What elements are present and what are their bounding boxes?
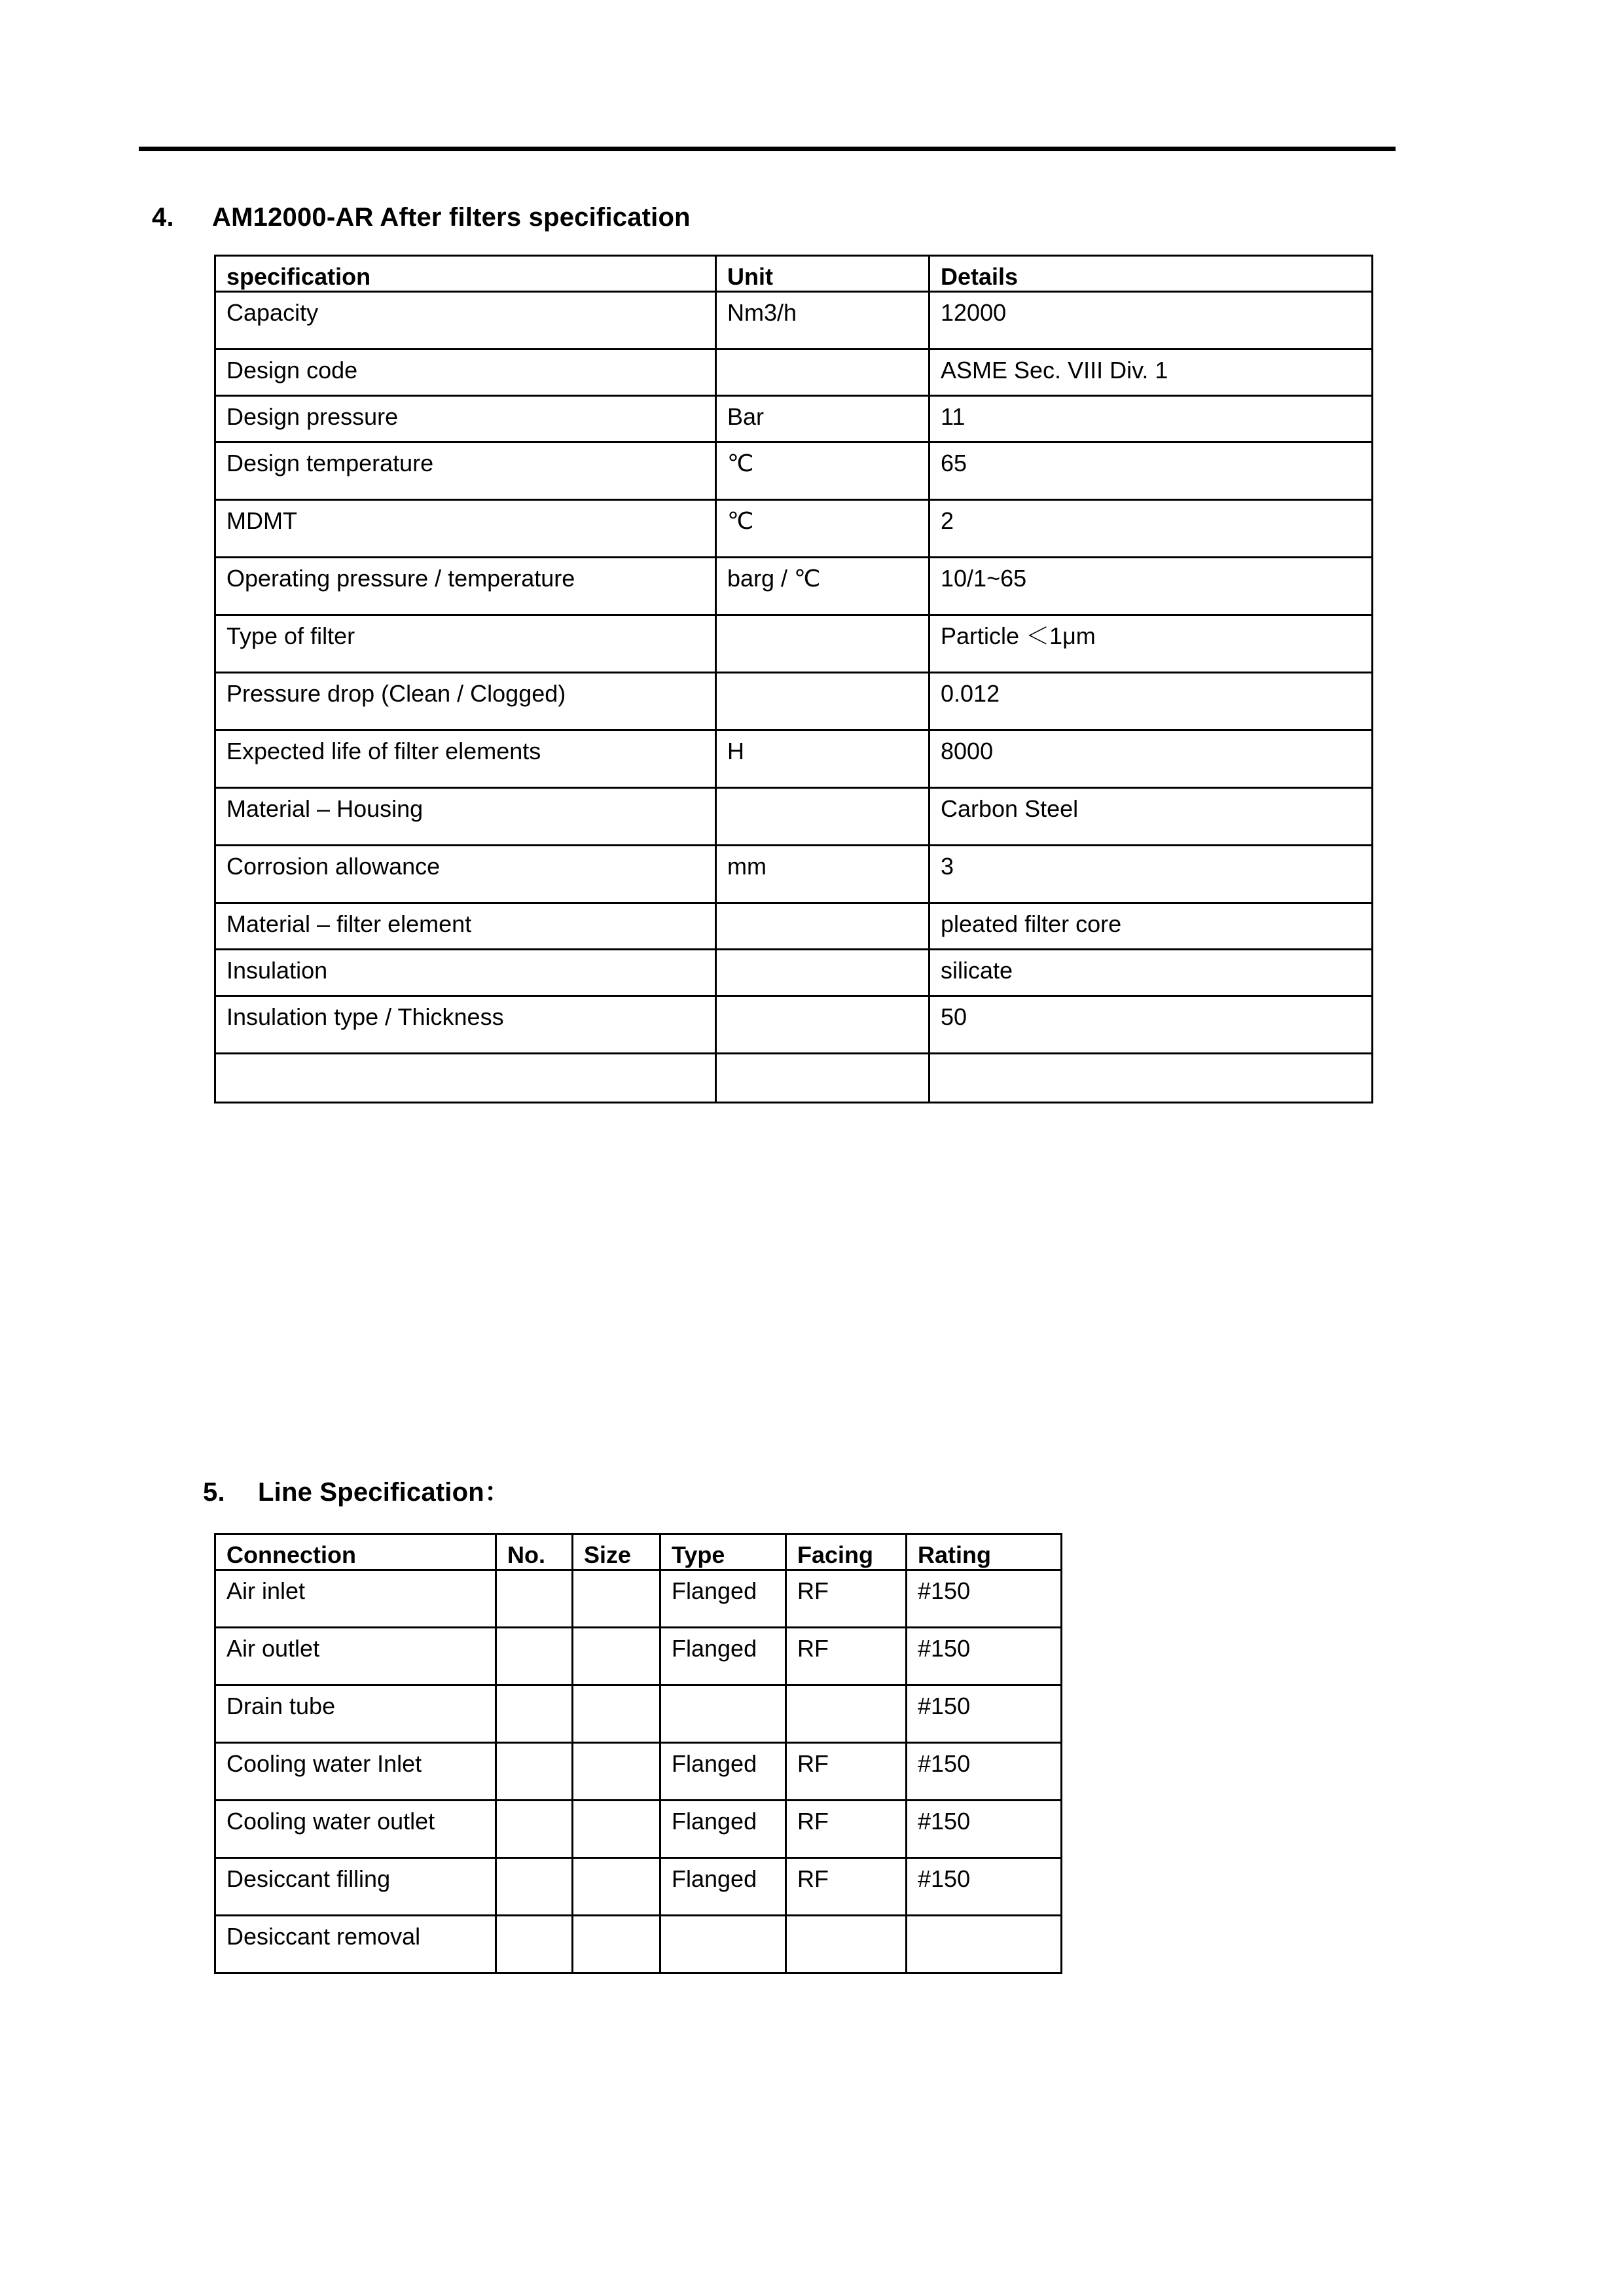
table-row (215, 846, 1373, 903)
cell-specification: MDMT (215, 500, 716, 558)
cell-rating: #150 (907, 1685, 1062, 1743)
cell-size (573, 1743, 660, 1801)
cell-unit: Nm3/h (716, 292, 929, 350)
section-title: Line Specification： (258, 1478, 511, 1507)
column-header-specification: specification (215, 256, 716, 292)
column-header-details: Details (929, 256, 1373, 292)
cell-details: 10/1~65 (929, 558, 1373, 615)
cell-unit (716, 350, 929, 396)
cell-unit: Bar (716, 396, 929, 442)
cell-no (496, 1570, 573, 1628)
cell-specification (215, 1054, 716, 1103)
table-row (215, 788, 1373, 846)
cell-facing: RF (786, 1743, 907, 1801)
cell-details: 0.012 (929, 673, 1373, 730)
section-number: 4. (152, 203, 174, 232)
header-rule (139, 147, 1396, 151)
cell-specification: Design pressure (215, 396, 716, 442)
table-row (215, 500, 1373, 558)
cell-unit: mm (716, 846, 929, 903)
cell-size (573, 1685, 660, 1743)
cell-specification: Insulation type / Thickness (215, 996, 716, 1054)
column-header-facing: Facing (786, 1534, 907, 1570)
cell-connection: Cooling water Inlet (215, 1743, 496, 1801)
after-filters-specification-table (214, 255, 1373, 1103)
cell-facing: RF (786, 1570, 907, 1628)
cell-details: pleated filter core (929, 903, 1373, 950)
cell-connection: Cooling water outlet (215, 1801, 496, 1858)
cell-no (496, 1858, 573, 1916)
section-number: 5. (203, 1478, 225, 1507)
table-row (215, 558, 1373, 615)
cell-specification: Material – Housing (215, 788, 716, 846)
table-row (215, 996, 1373, 1054)
cell-rating: #150 (907, 1801, 1062, 1858)
cell-facing: RF (786, 1858, 907, 1916)
cell-unit (716, 903, 929, 950)
cell-details: 65 (929, 442, 1373, 500)
section-heading-5 (203, 1471, 511, 1509)
cell-size (573, 1858, 660, 1916)
cell-unit: H (716, 730, 929, 788)
cell-details: ASME Sec. VIII Div. 1 (929, 350, 1373, 396)
table-row (215, 350, 1373, 396)
table-row-empty (215, 1054, 1373, 1103)
cell-no (496, 1685, 573, 1743)
cell-details: 2 (929, 500, 1373, 558)
column-header-rating: Rating (907, 1534, 1062, 1570)
cell-size (573, 1801, 660, 1858)
cell-size (573, 1570, 660, 1628)
table-row (215, 292, 1373, 350)
table-row (215, 396, 1373, 442)
cell-rating: #150 (907, 1743, 1062, 1801)
table-header-row (215, 256, 1373, 292)
cell-specification: Design code (215, 350, 716, 396)
cell-details: Carbon Steel (929, 788, 1373, 846)
cell-type: Flanged (660, 1858, 786, 1916)
cell-type (660, 1916, 786, 1973)
cell-type: Flanged (660, 1570, 786, 1628)
table-row (215, 442, 1373, 500)
table-row (215, 1801, 1062, 1858)
table-row (215, 1628, 1062, 1685)
cell-no (496, 1743, 573, 1801)
cell-unit (716, 996, 929, 1054)
cell-specification: Operating pressure / temperature (215, 558, 716, 615)
cell-unit (716, 950, 929, 996)
cell-unit (716, 673, 929, 730)
column-header-no: No. (496, 1534, 573, 1570)
cell-specification: Capacity (215, 292, 716, 350)
cell-facing: RF (786, 1628, 907, 1685)
cell-facing: RF (786, 1801, 907, 1858)
column-header-unit: Unit (716, 256, 929, 292)
cell-specification: Expected life of filter elements (215, 730, 716, 788)
column-header-size: Size (573, 1534, 660, 1570)
cell-facing (786, 1685, 907, 1743)
table-row (215, 1570, 1062, 1628)
column-header-type: Type (660, 1534, 786, 1570)
cell-details: 3 (929, 846, 1373, 903)
cell-unit: ℃ (716, 442, 929, 500)
cell-connection: Drain tube (215, 1685, 496, 1743)
cell-details: 50 (929, 996, 1373, 1054)
cell-specification: Material – filter element (215, 903, 716, 950)
cell-details: 11 (929, 396, 1373, 442)
table-row (215, 615, 1373, 673)
cell-unit: barg / ℃ (716, 558, 929, 615)
cell-no (496, 1916, 573, 1973)
cell-rating: #150 (907, 1570, 1062, 1628)
cell-type (660, 1685, 786, 1743)
line-specification-table (214, 1533, 1062, 1974)
cell-specification: Pressure drop (Clean / Clogged) (215, 673, 716, 730)
table-row (215, 730, 1373, 788)
cell-details: 8000 (929, 730, 1373, 788)
cell-type: Flanged (660, 1801, 786, 1858)
table-row (215, 903, 1373, 950)
table-header-row (215, 1534, 1062, 1570)
table-row (215, 950, 1373, 996)
cell-specification: Insulation (215, 950, 716, 996)
cell-rating: #150 (907, 1628, 1062, 1685)
table-row (215, 673, 1373, 730)
cell-details (929, 1054, 1373, 1103)
cell-details: silicate (929, 950, 1373, 996)
cell-connection: Desiccant removal (215, 1916, 496, 1973)
section-heading-4 (152, 203, 691, 232)
column-header-connection: Connection (215, 1534, 496, 1570)
table-row (215, 1743, 1062, 1801)
cell-facing (786, 1916, 907, 1973)
cell-unit (716, 1054, 929, 1103)
table-row (215, 1858, 1062, 1916)
cell-specification: Corrosion allowance (215, 846, 716, 903)
cell-rating: #150 (907, 1858, 1062, 1916)
cell-size (573, 1628, 660, 1685)
cell-unit (716, 615, 929, 673)
cell-specification: Type of filter (215, 615, 716, 673)
cell-no (496, 1801, 573, 1858)
cell-connection: Air inlet (215, 1570, 496, 1628)
cell-type: Flanged (660, 1628, 786, 1685)
cell-connection: Air outlet (215, 1628, 496, 1685)
table-row (215, 1685, 1062, 1743)
cell-details: Particle ＜1μm (929, 615, 1373, 673)
cell-details: 12000 (929, 292, 1373, 350)
cell-size (573, 1916, 660, 1973)
cell-rating (907, 1916, 1062, 1973)
cell-no (496, 1628, 573, 1685)
table-row (215, 1916, 1062, 1973)
section-title: AM12000-AR After filters specification (212, 203, 691, 232)
cell-unit: ℃ (716, 500, 929, 558)
cell-unit (716, 788, 929, 846)
cell-type: Flanged (660, 1743, 786, 1801)
cell-connection: Desiccant filling (215, 1858, 496, 1916)
cell-specification: Design temperature (215, 442, 716, 500)
